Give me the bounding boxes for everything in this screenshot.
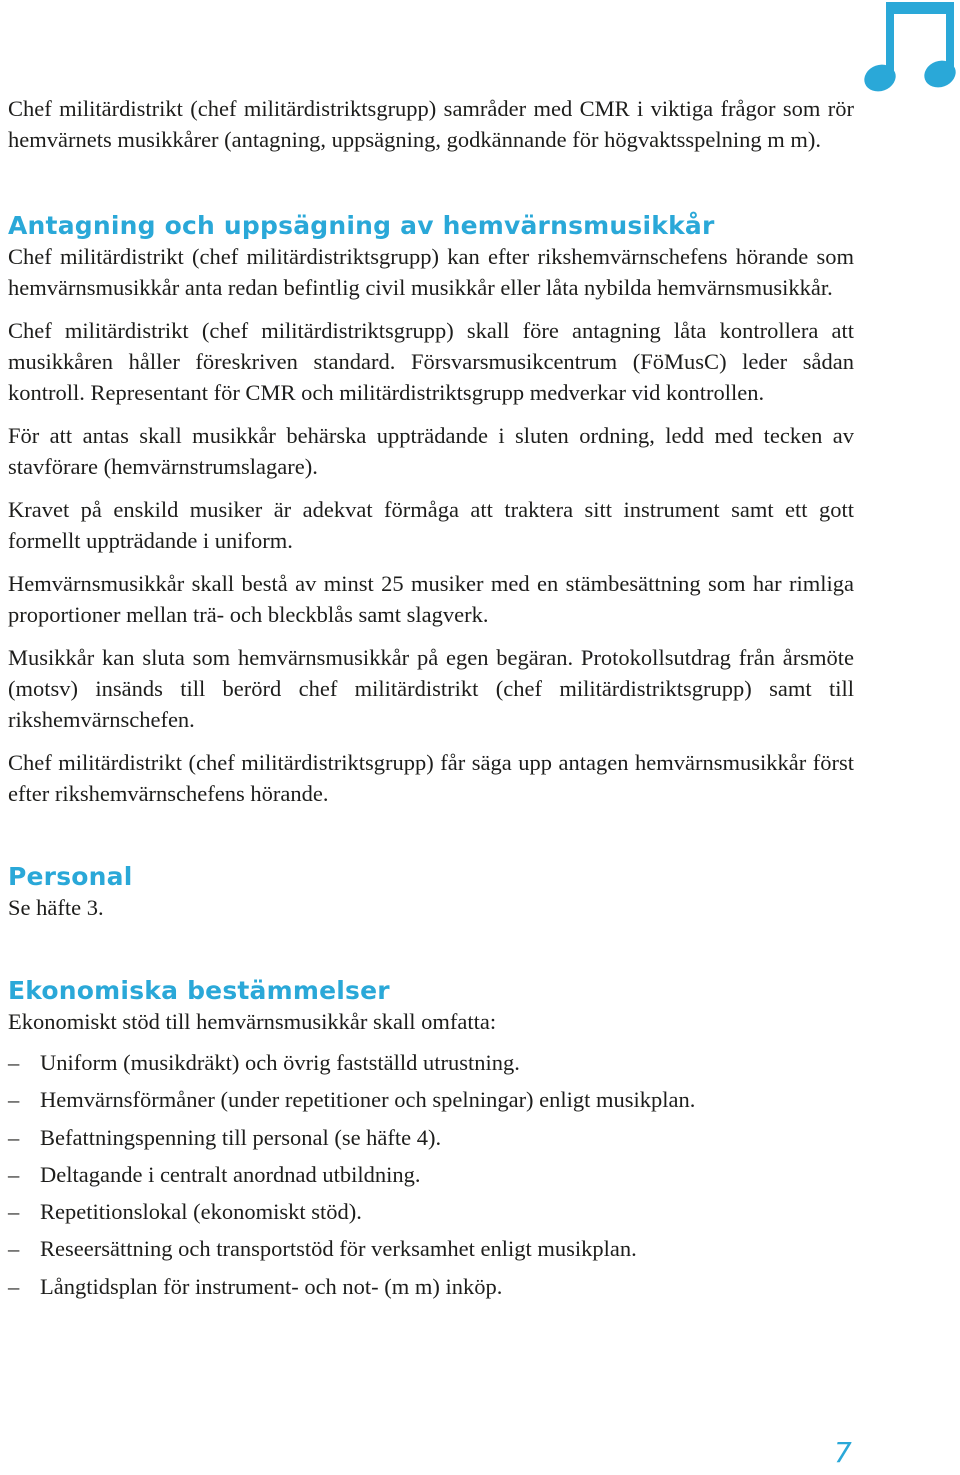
paragraph: Chef militärdistrikt (chef militärdistriktsgrupp) skall före antagning låta kontrollera att musikkåren håller föreskriven standard. Försvarsmusikcentrum (FöMusC) leder sådan kontroll. Representant för CMR och militärdistriktsgrupp medverkar vid kontrollen. xyxy=(8,318,854,405)
list-item xyxy=(8,1159,854,1190)
dash-bullet: – xyxy=(8,1087,20,1113)
paragraph: För att antas skall musikkår behärska uppträdande i sluten ordning, ledd med tecken av stavförare (hemvärnstrumslagare). xyxy=(8,423,854,479)
list-item-text: Reseersättning och transportstöd för verksamhet enligt musikplan. xyxy=(40,1236,637,1262)
page-number: 7 xyxy=(834,1436,852,1469)
list-item xyxy=(8,1271,854,1302)
heading-antagning: Antagning och uppsägning av hemvärnsmusikkår xyxy=(8,211,715,240)
dash-bullet: – xyxy=(8,1161,20,1187)
list-item xyxy=(8,1233,854,1264)
list-item xyxy=(8,1196,854,1227)
list-item-text: Deltagande i centralt anordnad utbildning. xyxy=(40,1161,421,1187)
paragraph: Kravet på enskild musiker är adekvat förmåga att traktera sitt instrument samt ett gott formellt uppträdande i uniform. xyxy=(8,497,854,553)
list-item-text: Långtidsplan för instrument- och not- (m m) inköp. xyxy=(40,1273,503,1299)
list-item xyxy=(8,1122,854,1153)
list-item-text: Befattningspenning till personal (se häfte 4). xyxy=(40,1124,442,1150)
ekonomi-list xyxy=(8,1047,854,1302)
main-content xyxy=(8,93,854,1308)
heading-ekonomiska-bestammelser: Ekonomiska bestämmelser xyxy=(8,976,390,1005)
intro-paragraph: Chef militärdistrikt (chef militärdistriktsgrupp) samråder med CMR i viktiga frågor som rör hemvärnets musikkårer (antagning, uppsägning, godkännande för högvaktsspelning m m). xyxy=(8,96,854,152)
list-item-text: Uniform (musikdräkt) och övrig fastställd utrustning. xyxy=(40,1050,520,1075)
paragraph: Chef militärdistrikt (chef militärdistriktsgrupp) kan efter rikshemvärnschefens hörande som hemvärnsmusikkår anta redan befintlig civil musikkår eller låta nybilda hemvärnsmusikkår. xyxy=(8,244,854,300)
list-item xyxy=(8,1084,854,1115)
dash-bullet: – xyxy=(8,1050,20,1075)
dash-bullet: – xyxy=(8,1273,20,1299)
personal-text: Se häfte 3. xyxy=(8,895,104,920)
paragraph: Chef militärdistrikt (chef militärdistriktsgrupp) får säga upp antagen hemvärnsmusikkår först efter rikshemvärnschefens hörande. xyxy=(8,750,854,806)
list-item xyxy=(8,1047,854,1078)
paragraph: Musikkår kan sluta som hemvärnsmusikkår på egen begäran. Protokollsutdrag från årsmöte (motsv) insänds till berörd chef militärdistrikt (chef militärdistriktsgrupp) samt till rikshemvärnschefen. xyxy=(8,645,854,732)
list-item-text: Repetitionslokal (ekonomiskt stöd). xyxy=(40,1199,362,1225)
ekonomi-lead: Ekonomiskt stöd till hemvärnsmusikkår skall omfatta: xyxy=(8,1009,497,1034)
music-note-icon xyxy=(862,0,958,100)
heading-personal: Personal xyxy=(8,862,133,891)
paragraph: Hemvärnsmusikkår skall bestå av minst 25 musiker med en stämbesättning som har rimliga proportioner mellan trä- och bleckblås samt slagverk. xyxy=(8,571,854,627)
dash-bullet: – xyxy=(8,1124,20,1150)
list-item-text: Hemvärnsförmåner (under repetitioner och spelningar) enligt musikplan. xyxy=(40,1087,696,1113)
dash-bullet: – xyxy=(8,1236,20,1262)
dash-bullet: – xyxy=(8,1199,20,1225)
